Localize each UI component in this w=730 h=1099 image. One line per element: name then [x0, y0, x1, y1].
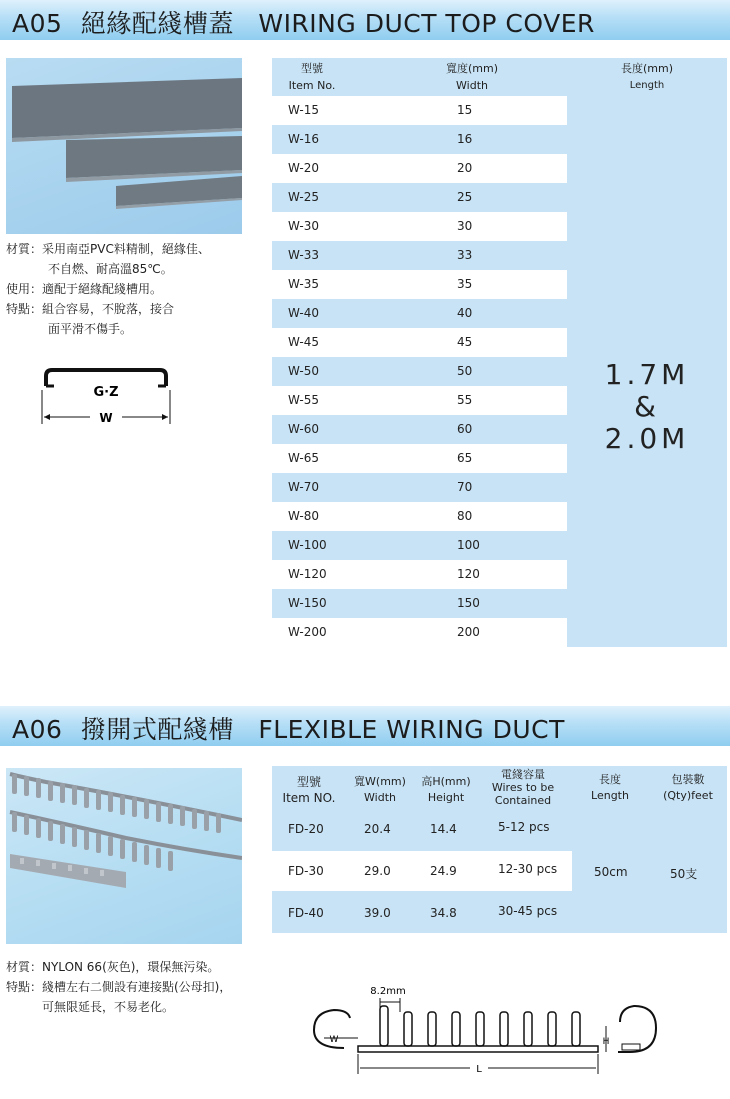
a05-feature: 特點：組合容易，不脫落，接合: [6, 302, 175, 316]
a05-spec-table: [272, 58, 727, 647]
a06-wires: 30-45 pcs: [498, 904, 558, 918]
a06-item: FD-30: [288, 864, 324, 878]
a06-hdr-item-cn: 型號: [296, 775, 321, 789]
a05-hdr-length-cn: 長度(mm): [620, 62, 673, 75]
a05-width: 15: [457, 103, 473, 117]
a05-item: W-16: [288, 132, 319, 146]
a06-width: 29.0: [364, 864, 391, 878]
table-row: [272, 299, 567, 328]
table-row: [272, 560, 567, 589]
a05-code: A05: [12, 9, 63, 38]
a06-hdr-wires-en2: Contained: [494, 794, 552, 807]
a05-width: 40: [457, 306, 473, 320]
a05-item: W-100: [288, 538, 327, 552]
a06-item: FD-20: [288, 822, 324, 836]
a06-pitch-label: 8.2mm: [370, 986, 406, 997]
a06-title-en: FLEXIBLE WIRING DUCT: [258, 715, 565, 744]
a05-item: W-25: [288, 190, 319, 204]
table-row: [272, 386, 567, 415]
a05-cross-section-diagram: [36, 362, 176, 432]
a06-width: 20.4: [364, 822, 391, 836]
a06-hdr-len-en: Length: [591, 789, 629, 802]
a06-height: 24.9: [430, 864, 457, 878]
a05-hdr-item-cn: 型號: [301, 62, 323, 75]
a06-spec-text: [6, 957, 231, 1017]
a05-width: 35: [457, 277, 473, 291]
a06-hdr-pack-cn: 包裝數: [671, 773, 705, 786]
a05-width: 200: [457, 625, 480, 639]
a05-width: 33: [457, 248, 473, 262]
a05-item: W-55: [288, 393, 319, 407]
a05-item: W-35: [288, 277, 319, 291]
table-row: [272, 415, 567, 444]
a06-pack-value: 50支: [670, 867, 698, 881]
a05-hdr-width-cn: 寬度(mm): [445, 62, 498, 75]
table-row: [272, 270, 567, 299]
table-row: [272, 212, 567, 241]
a05-width-label: W: [99, 411, 113, 425]
a05-title-cn: 絕緣配綫槽蓋: [80, 9, 234, 38]
a06-hdr-item-en: Item NO.: [282, 791, 336, 805]
a06-title-banner: [0, 706, 730, 746]
a06-title: [12, 710, 565, 746]
a06-h-label: H: [602, 1037, 610, 1047]
a06-feature: 特點：綫槽左右二側設有連接點(公母扣)，: [6, 980, 232, 994]
a06-length-value: 50cm: [594, 865, 628, 879]
a05-width: 80: [457, 509, 473, 523]
a05-table-header: [272, 58, 727, 96]
a05-usage: 使用：適配于絕緣配綫槽用。: [6, 282, 163, 296]
a06-hdr-wires-en1: Wires to be: [491, 781, 555, 794]
a05-item: W-65: [288, 451, 319, 465]
a06-hdr-pack-en: (Qty)feet: [663, 789, 713, 802]
a05-hdr-width-en: Width: [456, 79, 488, 92]
a06-hdr-wires-cn: 電綫容量: [501, 768, 545, 781]
a05-width: 25: [457, 190, 473, 204]
table-row: [272, 125, 567, 154]
a06-w-label: W: [329, 1035, 339, 1045]
a05-item: W-120: [288, 567, 327, 581]
a06-feature-cont: 可無限延長，不易老化。: [42, 1000, 175, 1014]
a06-item: FD-40: [288, 906, 324, 920]
a05-title-en: WIRING DUCT TOP COVER: [258, 9, 595, 38]
a05-width: 120: [457, 567, 480, 581]
a05-product-photo: [6, 58, 242, 234]
a06-l-label: L: [476, 1064, 482, 1075]
a06-hdr-w-cn: 寬W(mm): [354, 775, 406, 788]
a05-feature-cont: 面平滑不傷手。: [48, 322, 133, 336]
a05-width: 16: [457, 132, 473, 146]
a06-material: 材質：NYLON 66(灰色)，環保無污染。: [6, 960, 220, 974]
table-row: [272, 531, 567, 560]
table-row: [272, 328, 567, 357]
table-row: [272, 589, 567, 618]
a06-profile-diagram: [300, 982, 660, 1080]
a06-height: 14.4: [430, 822, 457, 836]
a05-item: W-200: [288, 625, 327, 639]
a05-item: W-40: [288, 306, 319, 320]
a05-material-cont: 不自燃、耐高溫85℃。: [48, 262, 173, 276]
a05-title-banner: [0, 0, 730, 40]
a05-item: W-45: [288, 335, 319, 349]
table-row: [272, 241, 567, 270]
a06-hdr-h-en: Height: [427, 791, 465, 804]
a05-item: W-15: [288, 103, 319, 117]
a05-item: W-70: [288, 480, 319, 494]
a05-width: 100: [457, 538, 480, 552]
a06-wires: 5-12 pcs: [498, 820, 550, 834]
table-row: [272, 96, 567, 125]
a05-length-cell: [567, 96, 727, 647]
a06-hdr-w-en: Width: [364, 791, 396, 804]
a05-item: W-20: [288, 161, 319, 175]
a05-cover-strips-image: [6, 58, 242, 234]
a06-hdr-len-cn: 長度: [599, 773, 621, 786]
a06-spec-table: [272, 766, 727, 933]
a05-title: [12, 4, 595, 40]
a05-width: 65: [457, 451, 473, 465]
a05-item: W-150: [288, 596, 327, 610]
a06-code: A06: [12, 715, 63, 744]
a05-length-line1: 1.7M: [604, 358, 690, 391]
a06-height: 34.8: [430, 906, 457, 920]
a05-length-line2: &: [634, 390, 660, 423]
a05-width: 45: [457, 335, 473, 349]
a05-item: W-33: [288, 248, 319, 262]
table-row: [272, 183, 567, 212]
table-row: [272, 444, 567, 473]
a05-width: 150: [457, 596, 480, 610]
a05-width: 55: [457, 393, 473, 407]
a05-hdr-item-en: Item No.: [288, 79, 336, 92]
table-row: [272, 154, 567, 183]
a05-width: 50: [457, 364, 473, 378]
a06-product-photo: [6, 768, 242, 944]
a05-diagram-logo: G·Z: [93, 385, 119, 400]
a05-width: 60: [457, 422, 473, 436]
table-row: [272, 357, 567, 386]
a05-width: 70: [457, 480, 473, 494]
a06-title-cn: 撥開式配綫槽: [80, 715, 234, 744]
a05-item: W-80: [288, 509, 319, 523]
a05-material: 材質：采用南亞PVC料精制，絕緣佳、: [6, 242, 210, 256]
a05-length-line3: 2.0M: [604, 422, 690, 455]
a05-item: W-50: [288, 364, 319, 378]
a05-width: 20: [457, 161, 473, 175]
a06-hdr-h-cn: 高H(mm): [421, 775, 471, 788]
a05-spec-text: [6, 239, 210, 339]
a05-item: W-60: [288, 422, 319, 436]
table-row: [272, 618, 567, 647]
a06-wires: 12-30 pcs: [498, 862, 558, 876]
a06-flexible-duct-image: [6, 768, 242, 944]
a06-width: 39.0: [364, 906, 391, 920]
a05-hdr-length-en: Length: [629, 80, 665, 91]
table-row: [272, 502, 567, 531]
table-row: [272, 473, 567, 502]
a05-width: 30: [457, 219, 473, 233]
a05-item: W-30: [288, 219, 319, 233]
